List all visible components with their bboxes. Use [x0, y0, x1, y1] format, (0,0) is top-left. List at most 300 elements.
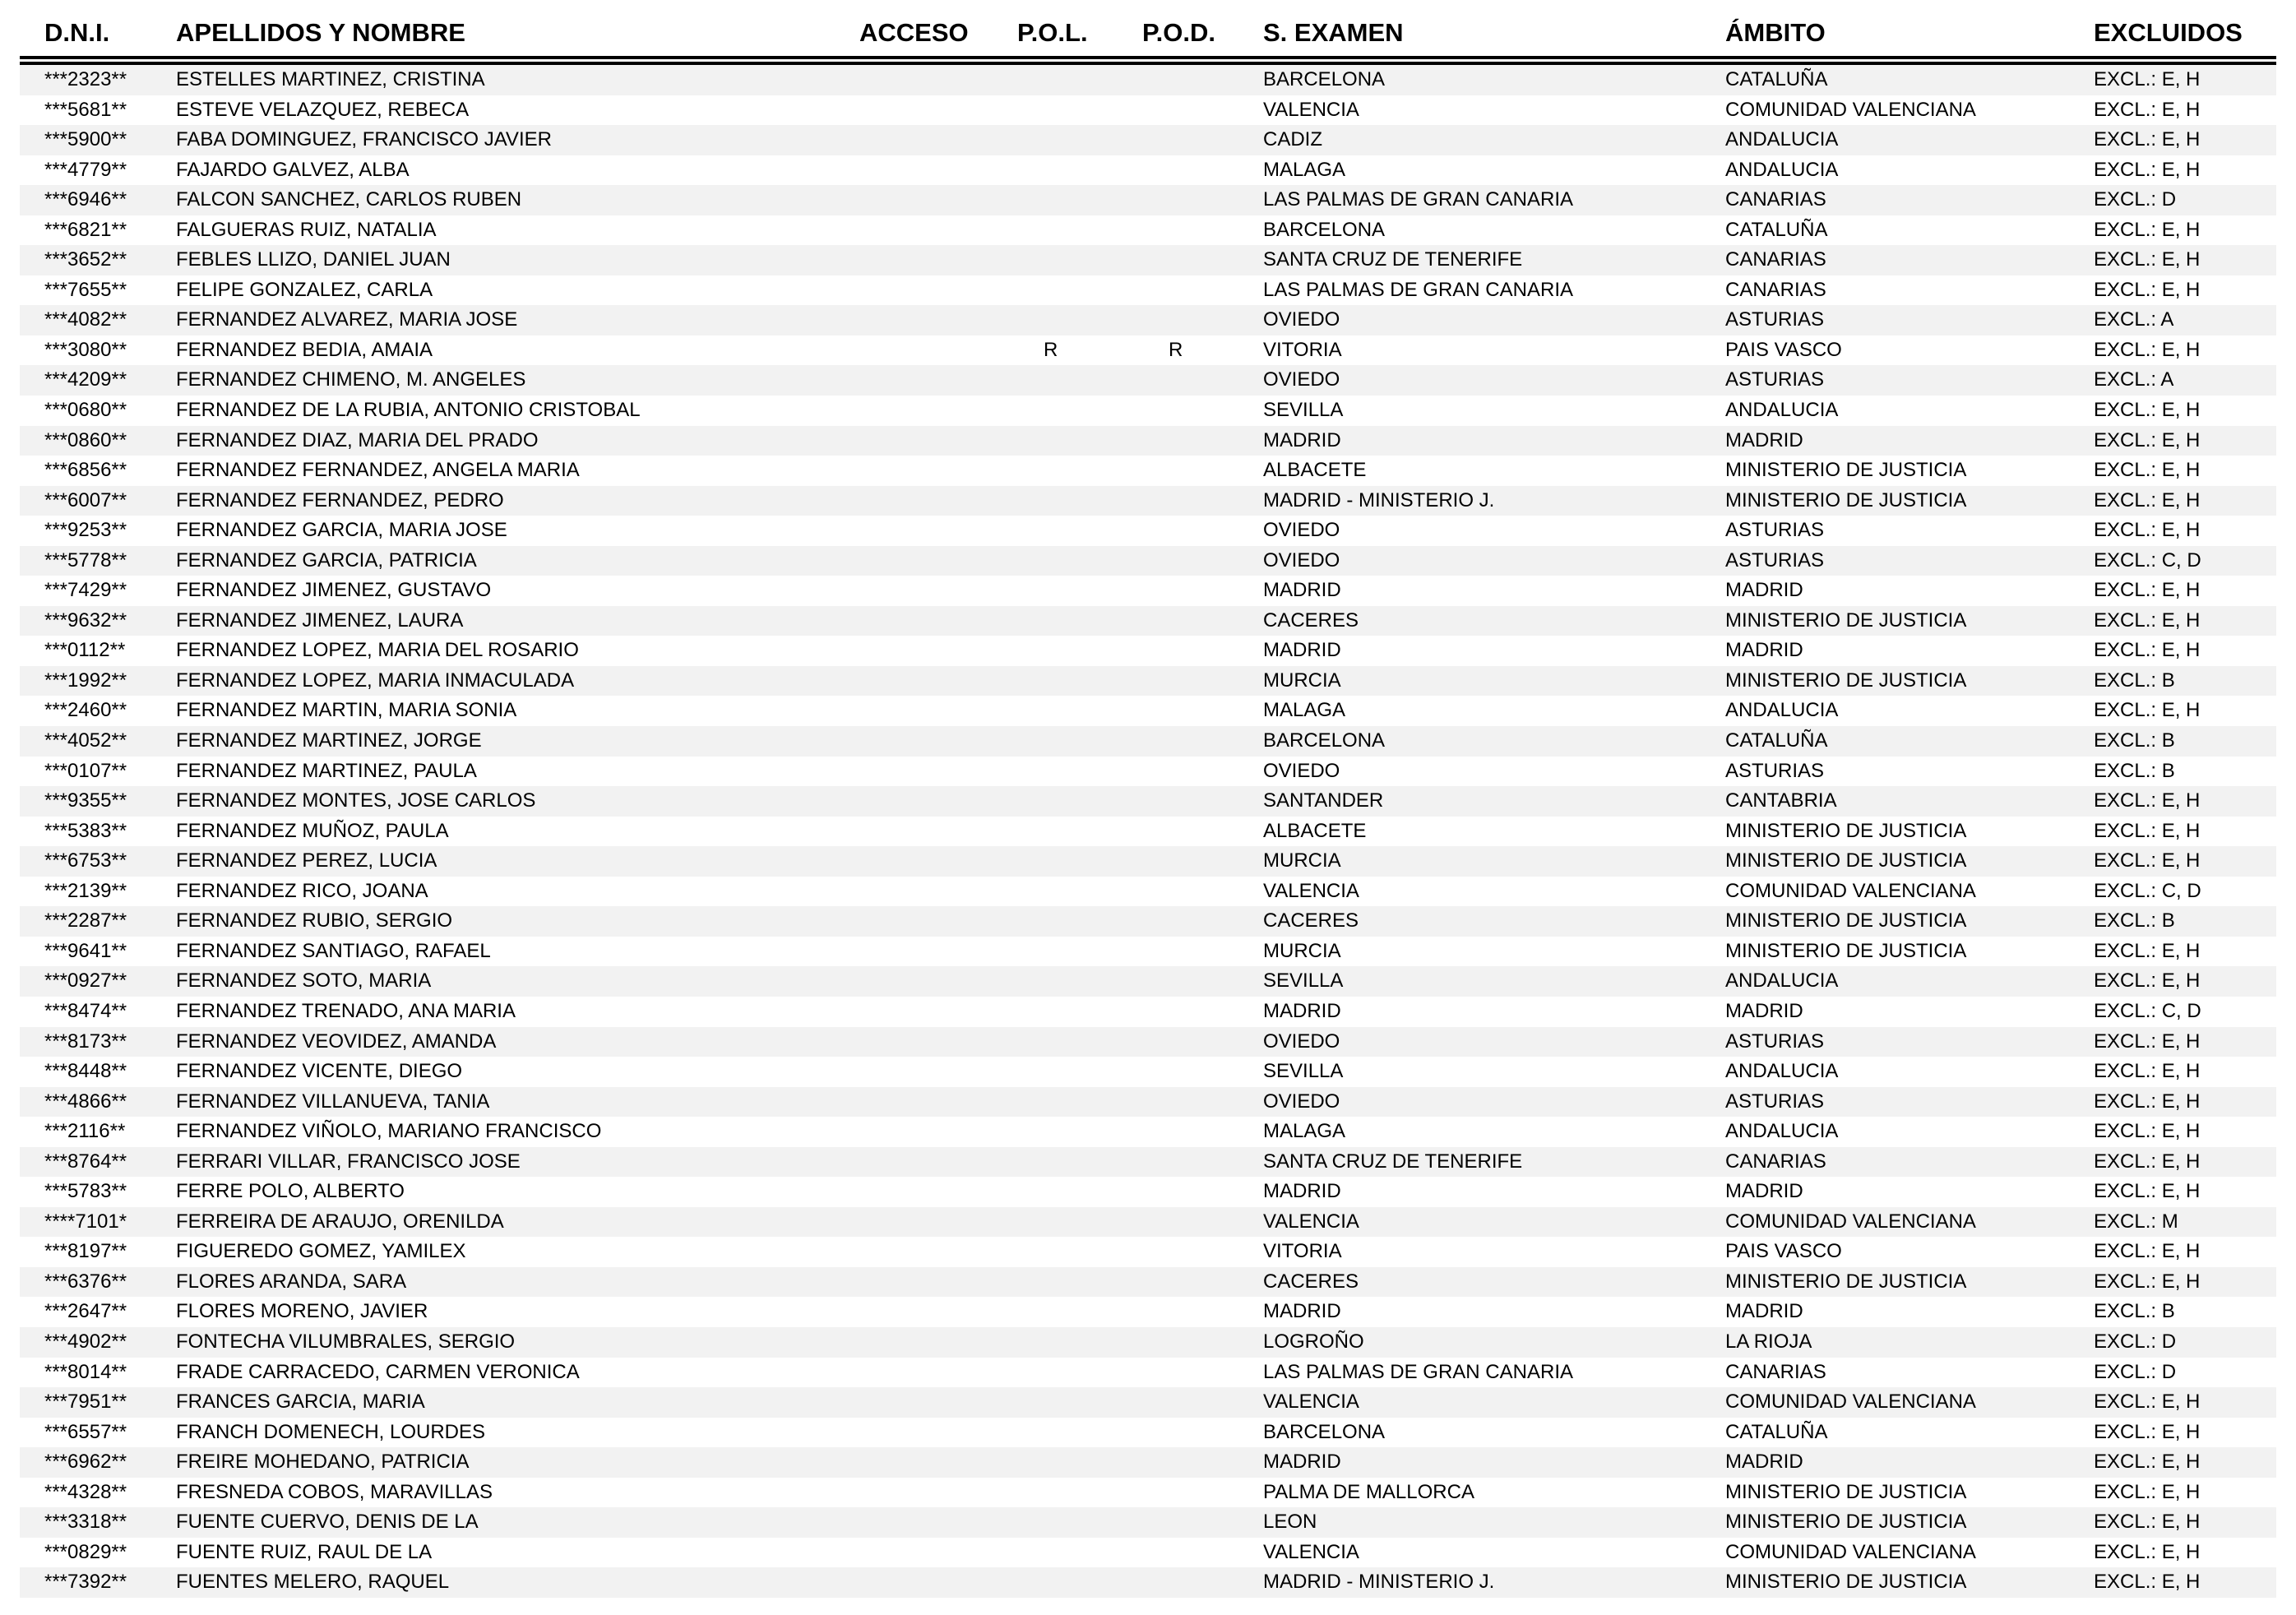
table-row [20, 215, 2276, 246]
cell-pod [1136, 1358, 1257, 1388]
cell-pol [1011, 125, 1136, 155]
cell-pod [1136, 1117, 1257, 1147]
column-header-dni: D.N.I. [20, 7, 169, 61]
cell-excluidos: EXCL.: E, H [2094, 1060, 2201, 1083]
cell-ambito: MINISTERIO DE JUSTICIA [1725, 669, 1967, 692]
cell-excluidos: EXCL.: E, H [2094, 789, 2201, 812]
cell-nombre: FERNANDEZ BEDIA, AMAIA [176, 338, 433, 361]
cell-dni: ***2647** [44, 1300, 127, 1323]
cell-pol [1011, 846, 1136, 877]
cell-excluidos: EXCL.: E, H [2094, 1420, 2201, 1443]
table-row [20, 426, 2276, 456]
cell-excluidos: EXCL.: D [2094, 1360, 2177, 1383]
table-row [20, 1358, 2276, 1388]
cell-pod [1136, 215, 1257, 246]
cell-dni: ***6753** [44, 849, 127, 872]
cell-ambito: ASTURIAS [1725, 759, 1825, 782]
cell-ambito: ANDALUCIA [1725, 1060, 1839, 1083]
cell-nombre: FERNANDEZ ALVAREZ, MARIA JOSE [176, 308, 518, 331]
cell-pod [1136, 245, 1257, 275]
cell-nombre: FELIPE GONZALEZ, CARLA [176, 278, 433, 301]
cell-acceso [853, 305, 1011, 335]
cell-pod [1136, 1507, 1257, 1538]
cell-pol [1011, 1387, 1136, 1418]
cell-ambito: CANTABRIA [1725, 789, 1837, 812]
table-row [20, 576, 2276, 606]
cell-excluidos: EXCL.: E, H [2094, 278, 2201, 301]
cell-pod [1136, 546, 1257, 576]
cell-ambito: COMUNIDAD VALENCIANA [1725, 879, 1976, 902]
cell-excluidos: EXCL.: E, H [2094, 338, 2201, 361]
cell-nombre: FALCON SANCHEZ, CARLOS RUBEN [176, 188, 522, 211]
cell-dni: ***0927** [44, 969, 127, 993]
cell-pol [1011, 906, 1136, 937]
cell-pod [1136, 1387, 1257, 1418]
table-row [20, 1447, 2276, 1478]
table-row [20, 877, 2276, 907]
cell-ambito: COMUNIDAD VALENCIANA [1725, 1210, 1976, 1233]
table-row [20, 817, 2276, 847]
cell-excluidos: EXCL.: E, H [2094, 1511, 2201, 1534]
cell-examen: BARCELONA [1263, 68, 1386, 90]
cell-dni: ***7951** [44, 1391, 127, 1414]
cell-examen: OVIEDO [1263, 519, 1340, 542]
cell-excluidos: EXCL.: E, H [2094, 1480, 2201, 1503]
cell-pol [1011, 576, 1136, 606]
cell-ambito: ASTURIAS [1725, 1090, 1825, 1113]
cell-ambito: MINISTERIO DE JUSTICIA [1725, 909, 1967, 932]
cell-examen: LAS PALMAS DE GRAN CANARIA [1263, 278, 1573, 301]
cell-pod [1136, 155, 1257, 186]
cell-examen: VITORIA [1263, 338, 1342, 361]
cell-acceso [853, 95, 1011, 126]
cell-acceso [853, 155, 1011, 186]
cell-dni: ***7392** [44, 1571, 127, 1594]
cell-acceso [853, 396, 1011, 426]
cell-examen: SANTA CRUZ DE TENERIFE [1263, 1150, 1523, 1173]
cell-excluidos: EXCL.: E, H [2094, 609, 2201, 632]
cell-dni: ***0860** [44, 428, 127, 451]
cell-ambito: MINISTERIO DE JUSTICIA [1725, 459, 1967, 482]
cell-nombre: FERNANDEZ DE LA RUBIA, ANTONIO CRISTOBAL [176, 399, 641, 422]
cell-nombre: FREIRE MOHEDANO, PATRICIA [176, 1451, 470, 1474]
cell-pod [1136, 696, 1257, 726]
cell-nombre: FERNANDEZ GARCIA, PATRICIA [176, 548, 477, 571]
cell-acceso [853, 1507, 1011, 1538]
cell-acceso [853, 576, 1011, 606]
cell-examen: MADRID [1263, 1451, 1341, 1474]
cell-nombre: FERNANDEZ SOTO, MARIA [176, 969, 432, 993]
cell-pol [1011, 1087, 1136, 1118]
table-row [20, 125, 2276, 155]
cell-pod [1136, 486, 1257, 516]
cell-nombre: FRESNEDA COBOS, MARAVILLAS [176, 1480, 493, 1503]
cell-pol [1011, 486, 1136, 516]
table-row [20, 636, 2276, 666]
cell-dni: ***0112** [44, 639, 126, 662]
cell-excluidos: EXCL.: E, H [2094, 849, 2201, 872]
cell-excluidos: EXCL.: E, H [2094, 1540, 2201, 1563]
cell-acceso [853, 1057, 1011, 1087]
table-row [20, 1538, 2276, 1568]
cell-nombre: FERRE POLO, ALBERTO [176, 1180, 405, 1203]
table-row [20, 937, 2276, 967]
cell-examen: MADRID [1263, 428, 1341, 451]
cell-pod [1136, 365, 1257, 396]
cell-pod [1136, 61, 1257, 95]
cell-pol [1011, 1117, 1136, 1147]
cell-pod [1136, 1478, 1257, 1508]
cell-acceso [853, 757, 1011, 787]
cell-dni: ***2323** [44, 68, 127, 90]
cell-dni: ***2287** [44, 909, 127, 932]
cell-dni: ***0107** [44, 759, 127, 782]
table-row [20, 606, 2276, 636]
cell-nombre: FERNANDEZ SANTIAGO, RAFAEL [176, 939, 491, 962]
cell-pod [1136, 456, 1257, 486]
cell-examen: LEON [1263, 1511, 1317, 1534]
cell-nombre: FEBLES LLIZO, DANIEL JUAN [176, 248, 451, 271]
exam-exclusion-table [20, 7, 2276, 1598]
cell-ambito: ANDALUCIA [1725, 128, 1839, 151]
cell-excluidos: EXCL.: B [2094, 729, 2175, 752]
cell-examen: ALBACETE [1263, 819, 1367, 842]
table-row [20, 1297, 2276, 1327]
cell-pod: R [1169, 338, 1183, 361]
cell-excluidos: EXCL.: E, H [2094, 1090, 2201, 1113]
table-row [20, 696, 2276, 726]
cell-ambito: MADRID [1725, 428, 1803, 451]
cell-excluidos: EXCL.: B [2094, 669, 2175, 692]
cell-acceso [853, 1267, 1011, 1298]
cell-pol [1011, 997, 1136, 1027]
cell-pol [1011, 1447, 1136, 1478]
cell-acceso [853, 335, 1011, 366]
cell-pod [1136, 1297, 1257, 1327]
cell-pol [1011, 1057, 1136, 1087]
cell-nombre: FERNANDEZ RICO, JOANA [176, 879, 428, 902]
table-row [20, 726, 2276, 757]
table-row [20, 486, 2276, 516]
cell-acceso [853, 1177, 1011, 1207]
cell-pod [1136, 606, 1257, 636]
table-row [20, 1237, 2276, 1267]
cell-examen: MADRID - MINISTERIO J. [1263, 1571, 1495, 1594]
cell-dni: ***8764** [44, 1150, 127, 1173]
cell-examen: MADRID [1263, 639, 1341, 662]
cell-dni: ***7429** [44, 579, 127, 602]
cell-examen: CACERES [1263, 909, 1359, 932]
cell-examen: CACERES [1263, 1270, 1359, 1293]
cell-acceso [853, 125, 1011, 155]
cell-pod [1136, 757, 1257, 787]
cell-nombre: FERNANDEZ RUBIO, SERGIO [176, 909, 453, 932]
table-row [20, 365, 2276, 396]
cell-excluidos: EXCL.: E, H [2094, 128, 2201, 151]
cell-pod [1136, 396, 1257, 426]
cell-ambito: MINISTERIO DE JUSTICIA [1725, 488, 1967, 511]
cell-pol [1011, 1327, 1136, 1358]
cell-pol [1011, 245, 1136, 275]
cell-acceso [853, 185, 1011, 215]
table-row [20, 1327, 2276, 1358]
table-row [20, 275, 2276, 306]
cell-pod [1136, 1447, 1257, 1478]
cell-pod [1136, 666, 1257, 696]
cell-excluidos: EXCL.: E, H [2094, 1391, 2201, 1414]
cell-acceso [853, 456, 1011, 486]
table-row [20, 245, 2276, 275]
cell-examen: SANTANDER [1263, 789, 1384, 812]
cell-nombre: FERNANDEZ VIÑOLO, MARIANO FRANCISCO [176, 1120, 602, 1143]
cell-dni: ***4779** [44, 158, 127, 181]
cell-acceso [853, 906, 1011, 937]
table-row [20, 1267, 2276, 1298]
cell-pol [1011, 61, 1136, 95]
cell-dni: ***9355** [44, 789, 127, 812]
cell-pod [1136, 726, 1257, 757]
cell-nombre: FERNANDEZ JIMENEZ, GUSTAVO [176, 579, 492, 602]
cell-nombre: FERNANDEZ MUÑOZ, PAULA [176, 819, 449, 842]
table-row [20, 1087, 2276, 1118]
cell-examen: CADIZ [1263, 128, 1322, 151]
cell-acceso [853, 636, 1011, 666]
cell-excluidos: EXCL.: E, H [2094, 1451, 2201, 1474]
cell-excluidos: EXCL.: E, H [2094, 519, 2201, 542]
cell-excluidos: EXCL.: B [2094, 909, 2175, 932]
cell-ambito: MINISTERIO DE JUSTICIA [1725, 1270, 1967, 1293]
cell-examen: LAS PALMAS DE GRAN CANARIA [1263, 1360, 1573, 1383]
cell-pol [1011, 456, 1136, 486]
cell-ambito: ASTURIAS [1725, 308, 1825, 331]
table-row [20, 1117, 2276, 1147]
cell-examen: OVIEDO [1263, 1090, 1340, 1113]
cell-ambito: ANDALUCIA [1725, 969, 1839, 993]
cell-examen: MALAGA [1263, 1120, 1346, 1143]
cell-pod [1136, 576, 1257, 606]
cell-dni: ***2139** [44, 879, 127, 902]
cell-excluidos: EXCL.: E, H [2094, 1150, 2201, 1173]
cell-excluidos: EXCL.: E, H [2094, 428, 2201, 451]
cell-nombre: FUENTES MELERO, RAQUEL [176, 1571, 450, 1594]
cell-excluidos: EXCL.: E, H [2094, 1240, 2201, 1263]
cell-pol [1011, 757, 1136, 787]
cell-nombre: FERNANDEZ FERNANDEZ, ANGELA MARIA [176, 459, 580, 482]
cell-ambito: ASTURIAS [1725, 1030, 1825, 1053]
cell-pod [1136, 1087, 1257, 1118]
cell-acceso [853, 966, 1011, 997]
cell-dni: ***4052** [44, 729, 127, 752]
column-header-pod: P.O.D. [1136, 7, 1257, 61]
cell-acceso [853, 1027, 1011, 1057]
table-row [20, 1027, 2276, 1057]
cell-examen: BARCELONA [1263, 729, 1386, 752]
cell-pod [1136, 1207, 1257, 1238]
table-row [20, 456, 2276, 486]
cell-acceso [853, 666, 1011, 696]
cell-excluidos: EXCL.: C, D [2094, 999, 2201, 1022]
cell-dni: ***0829** [44, 1540, 127, 1563]
cell-ambito: CANARIAS [1725, 188, 1826, 211]
cell-ambito: COMUNIDAD VALENCIANA [1725, 1540, 1976, 1563]
cell-examen: LOGROÑO [1263, 1330, 1364, 1353]
cell-pod [1136, 817, 1257, 847]
cell-pol [1011, 396, 1136, 426]
table-row [20, 1057, 2276, 1087]
cell-nombre: FAJARDO GALVEZ, ALBA [176, 158, 410, 181]
cell-excluidos: EXCL.: E, H [2094, 459, 2201, 482]
cell-examen: VALENCIA [1263, 1210, 1359, 1233]
cell-pod [1136, 305, 1257, 335]
cell-dni: ***6856** [44, 459, 127, 482]
cell-examen: BARCELONA [1263, 1420, 1386, 1443]
cell-excluidos: EXCL.: E, H [2094, 248, 2201, 271]
cell-ambito: ANDALUCIA [1725, 1120, 1839, 1143]
cell-examen: MADRID - MINISTERIO J. [1263, 488, 1495, 511]
cell-pol [1011, 1418, 1136, 1448]
cell-dni: ***5383** [44, 819, 127, 842]
cell-ambito: PAIS VASCO [1725, 338, 1842, 361]
cell-dni: ***1992** [44, 669, 127, 692]
cell-dni: ***8448** [44, 1060, 127, 1083]
cell-dni: ***6557** [44, 1420, 127, 1443]
cell-dni: ***9632** [44, 609, 127, 632]
table-row [20, 966, 2276, 997]
table-row [20, 305, 2276, 335]
cell-dni: ****7101* [44, 1210, 127, 1233]
cell-dni: ***4328** [44, 1480, 127, 1503]
cell-pod [1136, 1327, 1257, 1358]
cell-excluidos: EXCL.: C, D [2094, 548, 2201, 571]
cell-examen: SEVILLA [1263, 1060, 1344, 1083]
cell-ambito: MINISTERIO DE JUSTICIA [1725, 939, 1967, 962]
cell-pol [1011, 1147, 1136, 1178]
cell-dni: ***3652** [44, 248, 127, 271]
column-header-excluidos: EXCLUIDOS [2087, 7, 2276, 61]
cell-nombre: FERNANDEZ VILLANUEVA, TANIA [176, 1090, 490, 1113]
cell-acceso [853, 546, 1011, 576]
cell-nombre: FUENTE CUERVO, DENIS DE LA [176, 1511, 479, 1534]
cell-nombre: FABA DOMINGUEZ, FRANCISCO JAVIER [176, 128, 552, 151]
cell-pol [1011, 1538, 1136, 1568]
cell-nombre: FERNANDEZ LOPEZ, MARIA INMACULADA [176, 669, 575, 692]
cell-nombre: FERNANDEZ MARTINEZ, PAULA [176, 759, 477, 782]
cell-excluidos: EXCL.: D [2094, 188, 2177, 211]
cell-dni: ***8014** [44, 1360, 127, 1383]
cell-pol [1011, 877, 1136, 907]
cell-excluidos: EXCL.: E, H [2094, 1180, 2201, 1203]
cell-ambito: PAIS VASCO [1725, 1240, 1842, 1263]
cell-pod [1136, 275, 1257, 306]
cell-examen: VALENCIA [1263, 98, 1359, 121]
cell-pol [1011, 817, 1136, 847]
cell-acceso [853, 1297, 1011, 1327]
cell-ambito: LA RIOJA [1725, 1330, 1812, 1353]
cell-dni: ***6821** [44, 218, 127, 241]
cell-pol [1011, 1297, 1136, 1327]
cell-examen: MALAGA [1263, 158, 1346, 181]
cell-examen: CACERES [1263, 609, 1359, 632]
cell-nombre: FERNANDEZ MARTINEZ, JORGE [176, 729, 482, 752]
cell-excluidos: EXCL.: E, H [2094, 218, 2201, 241]
cell-ambito: MADRID [1725, 1300, 1803, 1323]
cell-examen: MURCIA [1263, 849, 1341, 872]
cell-pod [1136, 185, 1257, 215]
cell-acceso [853, 1117, 1011, 1147]
cell-dni: ***4082** [44, 308, 127, 331]
cell-pol [1011, 1177, 1136, 1207]
cell-nombre: FERRARI VILLAR, FRANCISCO JOSE [176, 1150, 521, 1173]
cell-examen: MADRID [1263, 579, 1341, 602]
cell-pod [1136, 636, 1257, 666]
cell-dni: ***6376** [44, 1270, 127, 1293]
cell-dni: ***8474** [44, 999, 127, 1022]
cell-ambito: CATALUÑA [1725, 1420, 1828, 1443]
cell-pol [1011, 1478, 1136, 1508]
cell-ambito: COMUNIDAD VALENCIANA [1725, 1391, 1976, 1414]
cell-nombre: FERNANDEZ MARTIN, MARIA SONIA [176, 699, 517, 722]
table-row [20, 906, 2276, 937]
cell-examen: VALENCIA [1263, 1391, 1359, 1414]
cell-pod [1136, 1147, 1257, 1178]
cell-nombre: FLORES MORENO, JAVIER [176, 1300, 428, 1323]
cell-dni: ***5900** [44, 128, 127, 151]
cell-pod [1136, 1027, 1257, 1057]
cell-excluidos: EXCL.: C, D [2094, 879, 2201, 902]
cell-acceso [853, 1087, 1011, 1118]
cell-nombre: FRANCES GARCIA, MARIA [176, 1391, 425, 1414]
cell-excluidos: EXCL.: E, H [2094, 939, 2201, 962]
cell-nombre: FERNANDEZ CHIMENO, M. ANGELES [176, 368, 526, 391]
cell-acceso [853, 486, 1011, 516]
cell-examen: BARCELONA [1263, 218, 1386, 241]
table-row [20, 1567, 2276, 1598]
cell-excluidos: EXCL.: D [2094, 1330, 2177, 1353]
column-header-pol: P.O.L. [1011, 7, 1136, 61]
table-row [20, 1418, 2276, 1448]
cell-examen: MURCIA [1263, 939, 1341, 962]
cell-ambito: MADRID [1725, 1451, 1803, 1474]
cell-examen: MURCIA [1263, 669, 1341, 692]
cell-excluidos: EXCL.: E, H [2094, 488, 2201, 511]
cell-nombre: FRANCH DOMENECH, LOURDES [176, 1420, 486, 1443]
cell-ambito: CANARIAS [1725, 248, 1826, 271]
cell-examen: ALBACETE [1263, 459, 1367, 482]
cell-ambito: MADRID [1725, 579, 1803, 602]
cell-examen: SANTA CRUZ DE TENERIFE [1263, 248, 1523, 271]
table-row [20, 997, 2276, 1027]
cell-acceso [853, 61, 1011, 95]
cell-pol [1011, 275, 1136, 306]
table-row [20, 1507, 2276, 1538]
cell-acceso [853, 606, 1011, 636]
cell-nombre: FUENTE RUIZ, RAUL DE LA [176, 1540, 433, 1563]
cell-pol [1011, 185, 1136, 215]
cell-nombre: FERNANDEZ LOPEZ, MARIA DEL ROSARIO [176, 639, 579, 662]
cell-dni: ***8197** [44, 1240, 127, 1263]
cell-acceso [853, 1207, 1011, 1238]
cell-examen: MADRID [1263, 1300, 1341, 1323]
column-header-examen: S. EXAMEN [1257, 7, 1719, 61]
cell-acceso [853, 846, 1011, 877]
cell-pol [1011, 636, 1136, 666]
cell-nombre: FERNANDEZ PEREZ, LUCIA [176, 849, 437, 872]
cell-dni: ***2116** [44, 1120, 126, 1143]
cell-nombre: FLORES ARANDA, SARA [176, 1270, 407, 1293]
column-header-nombre: APELLIDOS Y NOMBRE [169, 7, 853, 61]
cell-ambito: ASTURIAS [1725, 519, 1825, 542]
cell-pol [1011, 1358, 1136, 1388]
